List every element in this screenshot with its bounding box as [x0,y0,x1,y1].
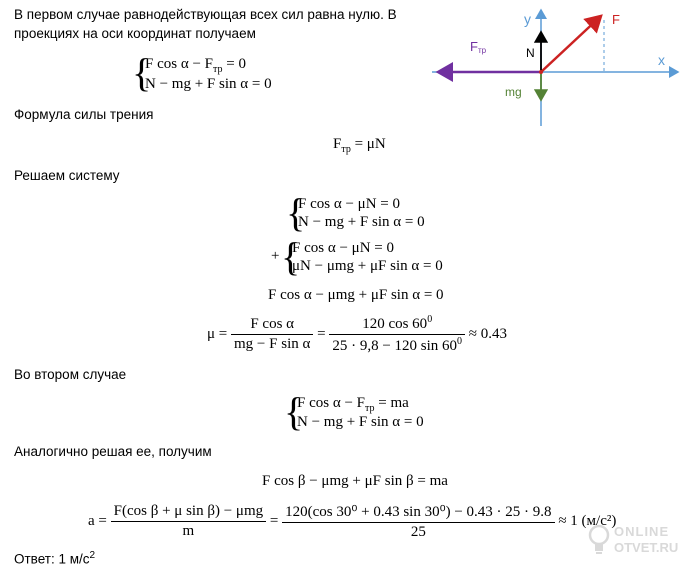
solve-label: Решаем систему [14,168,120,183]
friction-formula: $F_{тр} = \mu N$ [333,136,386,155]
sum-equation: F cos α − μmg + μF sin α = 0 [268,287,444,303]
a-equation: a = $\frac{\text{F(cos β + μ sin β) − μmg}}{m}$ = $\frac{\text{120(cos 30⁰ + 0.43 sin 30⁰) − 0.43 · 25 · 9.8}}{25}$ ≈ 1 (м/с²) [88,503,617,540]
force-f-label: F [612,12,620,27]
system3-eq2: μN − μmg + μF sin α = 0 [292,258,443,274]
system3-brace: { [281,234,301,279]
system2-eq1: F cos α − μN = 0 [298,196,400,212]
mu-equation: μ = $\frac{\text{F cos α}}{\text{mg − F sin α}}$ = $\frac{120 \cos 60^0}{25 \cdot 9,8 - 120 \sin 60^0}$ ≈ 0.43 [207,314,508,354]
intro-line-1: В первом случае равнодействующая всех сил равна нулю. В [14,7,397,22]
system4-eq1: F $\cos \alpha - F_{тр}$ = ma [297,395,409,414]
second-case-label: Во втором случае [14,367,127,382]
system1-eq1: F $\cos \alpha - F_{тр} = 0$ [145,56,246,75]
system2-brace: { [286,190,306,235]
watermark-line1: ONLINE [614,524,670,539]
normal-label: N [526,46,535,60]
system1-eq2: N − mg + F sin α = 0 [145,76,272,92]
beta-equation: F cos β − μmg + μF sin β = ma [262,473,448,489]
x-axis-label: x [658,52,665,68]
plus-sign: + [271,248,280,264]
force-f-arrow [541,16,601,72]
system4-brace: { [284,389,304,434]
friction-label: Fтр [470,39,487,55]
force-diagram [420,2,694,132]
similarly-label: Аналогично решая ее, получим [14,444,212,459]
system3-eq1: F cos α − μN = 0 [292,240,394,256]
intro-line-2: проекциях на оси координат получаем [14,26,256,41]
friction-formula-label: Формула силы трения [14,107,154,122]
system2-eq2: N − mg + F sin α = 0 [298,214,425,230]
y-axis-label: y [524,11,531,27]
system1-brace: { [132,50,152,95]
gravity-label: mg [505,85,522,99]
watermark-line2: OTVET.RU [614,540,679,555]
watermark-bulb-icon [588,524,610,556]
answer-label: Ответ: 1 $м/с^2$ [14,550,96,567]
system4-eq2: N − mg + F sin α = 0 [297,414,424,430]
